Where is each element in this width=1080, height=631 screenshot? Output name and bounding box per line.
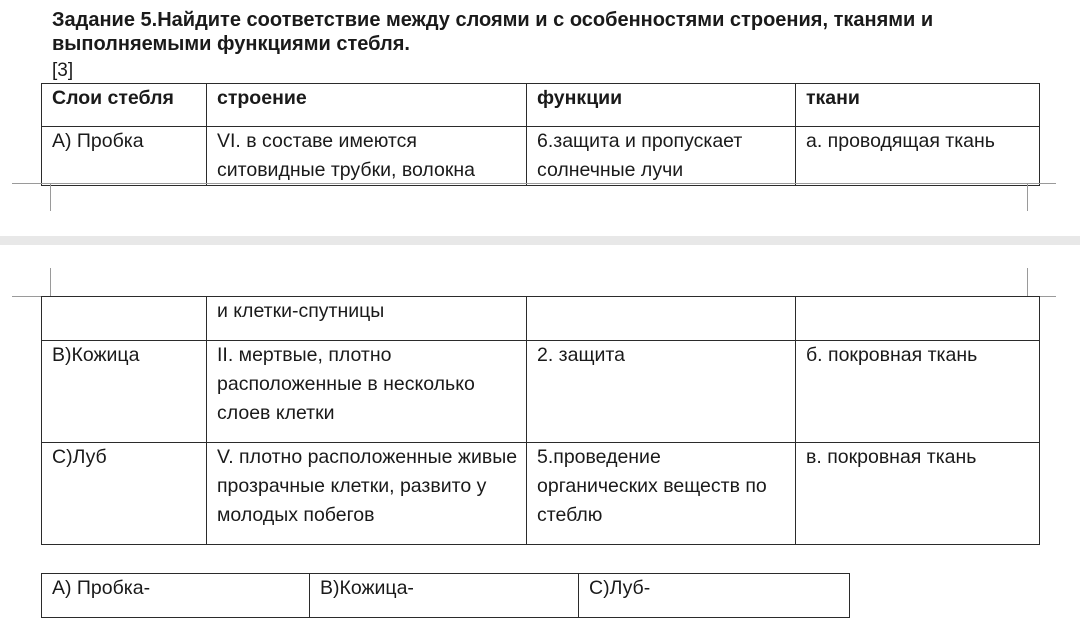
cell-function: 6.защита и пропускает солнечные лучи [527, 127, 796, 186]
table-row [42, 127, 1040, 186]
table-row [42, 297, 1040, 341]
answer-row [42, 574, 850, 618]
cell-layer: В)Кожица [42, 341, 207, 443]
cell-layer [42, 297, 207, 341]
cell-tissue [796, 297, 1040, 341]
page-corner-mark [50, 268, 51, 296]
page-corner-mark [50, 183, 51, 211]
task-title: Задание 5.Найдите соответствие между слоями и с особенностями строения, тканями и выполняемыми функциями стебля. [52, 9, 934, 55]
page-corner-mark [1027, 183, 1028, 211]
matching-table-part-1 [41, 83, 1040, 186]
answer-table [41, 573, 850, 618]
page-break [0, 236, 1080, 245]
score-label: [3] [52, 60, 74, 81]
table-row [42, 341, 1040, 443]
cell-structure: и клетки-спутницы [207, 297, 527, 341]
table-row [42, 443, 1040, 545]
table-header-row [42, 84, 1040, 127]
cell-structure: VI. в составе имеются ситовидные трубки, волокна [207, 127, 527, 186]
cell-tissue: б. покровная ткань [796, 341, 1040, 443]
page-corner-mark [1027, 268, 1028, 296]
cell-structure: II. мертвые, плотно расположенные в несколько слоев клетки [207, 341, 527, 443]
matching-table-part-2 [41, 296, 1040, 545]
header-functions: функции [527, 84, 796, 127]
cell-function: 5.проведение органических веществ по стеблю [527, 443, 796, 545]
page-margin-line [12, 183, 1056, 184]
cell-layer: А) Пробка [42, 127, 207, 186]
header-tissues: ткани [796, 84, 1040, 127]
answer-cell-a[interactable]: А) Пробка- [42, 574, 310, 618]
cell-structure: V. плотно расположенные живые прозрачные клетки, развито у молодых побегов [207, 443, 527, 545]
cell-tissue: в. покровная ткань [796, 443, 1040, 545]
cell-tissue: а. проводящая ткань [796, 127, 1040, 186]
header-structure: строение [207, 84, 527, 127]
header-layers: Слои стебля [42, 84, 207, 127]
cell-function [527, 297, 796, 341]
cell-layer: С)Луб [42, 443, 207, 545]
cell-function: 2. защита [527, 341, 796, 443]
answer-cell-b[interactable]: В)Кожица- [310, 574, 579, 618]
answer-cell-c[interactable]: С)Луб- [579, 574, 850, 618]
